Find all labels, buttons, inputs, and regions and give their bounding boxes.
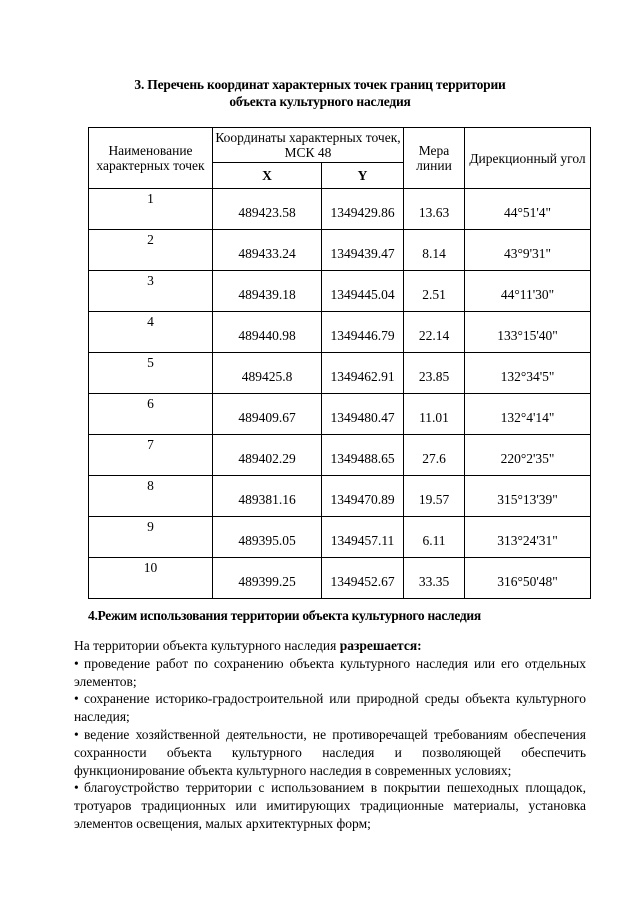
cell-angle: 44°51'4" (465, 189, 591, 230)
cell-point: 1 (89, 189, 213, 230)
cell-angle: 316°50'48" (465, 558, 591, 599)
list-item-text: сохранение историко-градостроительной или природной среды объекта культурного наследия; (74, 691, 586, 725)
section3-title (0, 76, 640, 110)
cell-point: 5 (89, 353, 213, 394)
cell-measure: 33.35 (404, 558, 465, 599)
cell-x: 489402.29 (213, 435, 322, 476)
cell-y: 1349452.67 (322, 558, 404, 599)
intro-bold: разрешается: (339, 638, 422, 653)
cell-y: 1349480.47 (322, 394, 404, 435)
cell-measure: 13.63 (404, 189, 465, 230)
table-row (89, 558, 591, 599)
cell-point: 4 (89, 312, 213, 353)
cell-x: 489425.8 (213, 353, 322, 394)
cell-y: 1349429.86 (322, 189, 404, 230)
cell-point: 8 (89, 476, 213, 517)
cell-angle: 133°15'40" (465, 312, 591, 353)
cell-measure: 23.85 (404, 353, 465, 394)
cell-angle: 44°11'30" (465, 271, 591, 312)
permitted-list (74, 655, 586, 833)
header-y: Y (322, 163, 404, 189)
section4-intro (74, 637, 586, 655)
header-x: X (213, 163, 322, 189)
section4-title: 4.Режим использования территории объекта культурного наследия (88, 608, 481, 623)
list-item (74, 690, 586, 726)
cell-measure: 2.51 (404, 271, 465, 312)
bullet-icon: • (74, 726, 79, 742)
cell-measure: 8.14 (404, 230, 465, 271)
cell-y: 1349446.79 (322, 312, 404, 353)
table-row (89, 230, 591, 271)
cell-angle: 132°4'14" (465, 394, 591, 435)
cell-y: 1349445.04 (322, 271, 404, 312)
cell-point: 7 (89, 435, 213, 476)
cell-x: 489395.05 (213, 517, 322, 558)
cell-angle: 132°34'5" (465, 353, 591, 394)
cell-measure: 19.57 (404, 476, 465, 517)
table-row (89, 312, 591, 353)
cell-angle: 313°24'31" (465, 517, 591, 558)
header-angle: Дирекционный угол (465, 128, 591, 189)
list-item-text: проведение работ по сохранению объекта культурного наследия или его отдельных элементов; (74, 655, 586, 689)
cell-y: 1349488.65 (322, 435, 404, 476)
cell-x: 489423.58 (213, 189, 322, 230)
cell-measure: 11.01 (404, 394, 465, 435)
cell-y: 1349457.11 (322, 517, 404, 558)
cell-angle: 220°2'35" (465, 435, 591, 476)
header-measure: Мера линии (404, 128, 465, 189)
cell-x: 489409.67 (213, 394, 322, 435)
section3-title-line1: 3. Перечень координат характерных точек границ территории (134, 77, 506, 92)
list-item-text: ведение хозяйственной деятельности, не противоречащей требованиям обеспечения сохранности объекта культурного наследия и позволяющей обеспечить функционирование объекта культурного наследия в современных условиях; (74, 726, 586, 778)
cell-x: 489399.25 (213, 558, 322, 599)
table-row (89, 394, 591, 435)
cell-x: 489433.24 (213, 230, 322, 271)
list-item (74, 779, 586, 832)
cell-y: 1349470.89 (322, 476, 404, 517)
cell-point: 6 (89, 394, 213, 435)
section4-body (74, 637, 586, 833)
cell-measure: 22.14 (404, 312, 465, 353)
cell-point: 10 (89, 558, 213, 599)
table-row (89, 517, 591, 558)
header-point-name: Наименование характерных точек (89, 128, 213, 189)
cell-point: 9 (89, 517, 213, 558)
list-item (74, 655, 586, 691)
table-row (89, 435, 591, 476)
cell-x: 489439.18 (213, 271, 322, 312)
table-row (89, 189, 591, 230)
cell-angle: 315°13'39" (465, 476, 591, 517)
header-coordinates: Координаты характерных точек, МСК 48 (213, 128, 404, 163)
cell-y: 1349462.91 (322, 353, 404, 394)
cell-x: 489440.98 (213, 312, 322, 353)
table-row (89, 271, 591, 312)
table-row (89, 353, 591, 394)
coordinates-table (88, 127, 591, 599)
bullet-icon: • (74, 655, 79, 671)
list-item (74, 726, 586, 779)
cell-y: 1349439.47 (322, 230, 404, 271)
cell-angle: 43°9'31" (465, 230, 591, 271)
bullet-icon: • (74, 691, 79, 707)
bullet-icon: • (74, 780, 79, 796)
intro-text: На территории объекта культурного наследия (74, 638, 340, 653)
cell-point: 2 (89, 230, 213, 271)
cell-measure: 27.6 (404, 435, 465, 476)
table-row (89, 476, 591, 517)
section3-title-line2: объекта культурного наследия (229, 94, 411, 109)
list-item-text: благоустройство территории с использованием в покрытии пешеходных площадок, тротуаров традиционных или имитирующих традиционные материалы, установка элементов освещения, малых архитектурных форм; (74, 780, 586, 831)
cell-x: 489381.16 (213, 476, 322, 517)
cell-measure: 6.11 (404, 517, 465, 558)
cell-point: 3 (89, 271, 213, 312)
